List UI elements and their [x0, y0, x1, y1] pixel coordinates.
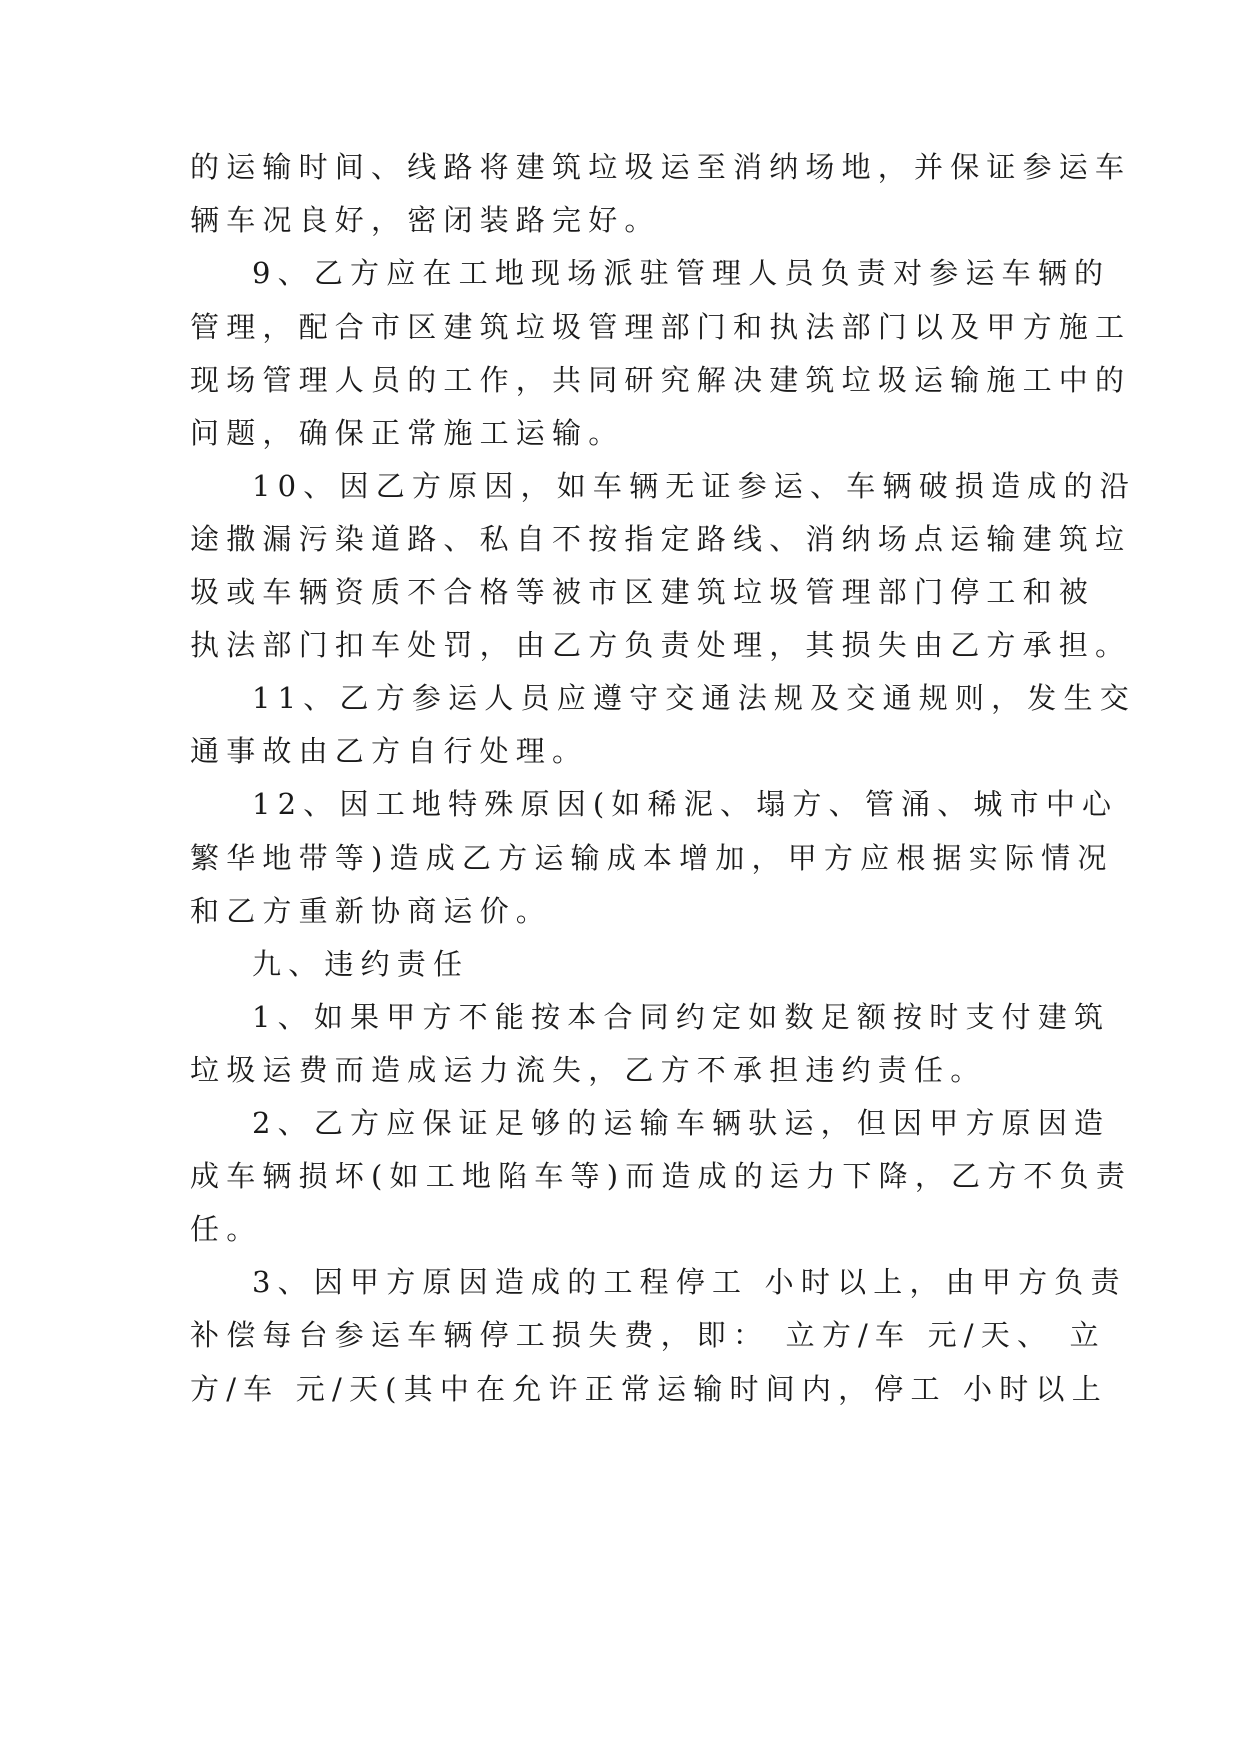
text-line: 补偿每台参运车辆停工损失费，即： 立方/车 元/天、 立: [190, 1318, 1106, 1352]
text-line: 成车辆损坏(如工地陷车等)而造成的运力下降，乙方不负责: [190, 1159, 1133, 1193]
text-line: 和乙方重新协商运价。: [190, 894, 553, 928]
text-line: 12、因工地特殊原因(如稀泥、塌方、管涌、城市中心: [252, 787, 1119, 821]
text-line: 管理，配合市区建筑垃圾管理部门和执法部门以及甲方施工: [190, 310, 1132, 344]
text-line: 途撒漏污染道路、私自不按指定路线、消纳场点运输建筑垃: [190, 522, 1132, 556]
text-line: 垃圾运费而造成运力流失，乙方不承担违约责任。: [190, 1053, 987, 1087]
text-line: 任。: [190, 1212, 263, 1246]
text-line: 圾或车辆资质不合格等被市区建筑垃圾管理部门停工和被: [190, 575, 1096, 609]
text-line: 通事故由乙方自行处理。: [190, 734, 589, 768]
text-line: 方/车 元/天(其中在允许正常运输时间内，停工 小时以上: [190, 1372, 1108, 1406]
text-line: 1、如果甲方不能按本合同约定如数足额按时支付建筑: [252, 1000, 1111, 1034]
text-line: 辆车况良好，密闭装路完好。: [190, 203, 661, 237]
text-line: 繁华地带等)造成乙方运输成本增加，甲方应根据实际情况: [190, 841, 1114, 875]
text-line: 2、乙方应保证足够的运输车辆驮运，但因甲方原因造: [252, 1106, 1111, 1140]
text-line: 现场管理人员的工作，共同研究解决建筑垃圾运输施工中的: [190, 363, 1132, 397]
text-line: 问题，确保正常施工运输。: [190, 416, 625, 450]
text-line: 执法部门扣车处罚，由乙方负责处理，其损失由乙方承担。: [190, 628, 1132, 662]
text-line: 9、乙方应在工地现场派驻管理人员负责对参运车辆的: [252, 256, 1111, 290]
text-line: 3、因甲方原因造成的工程停工 小时以上，由甲方负责: [252, 1265, 1127, 1299]
text-line: 10、因乙方原因，如车辆无证参运、车辆破损造成的沿: [252, 469, 1136, 503]
text-line: 11、乙方参运人员应遵守交通法规及交通规则，发生交: [252, 681, 1136, 715]
section-heading: 九、违约责任: [252, 947, 470, 981]
text-line: 的运输时间、线路将建筑垃圾运至消纳场地，并保证参运车: [190, 150, 1132, 184]
